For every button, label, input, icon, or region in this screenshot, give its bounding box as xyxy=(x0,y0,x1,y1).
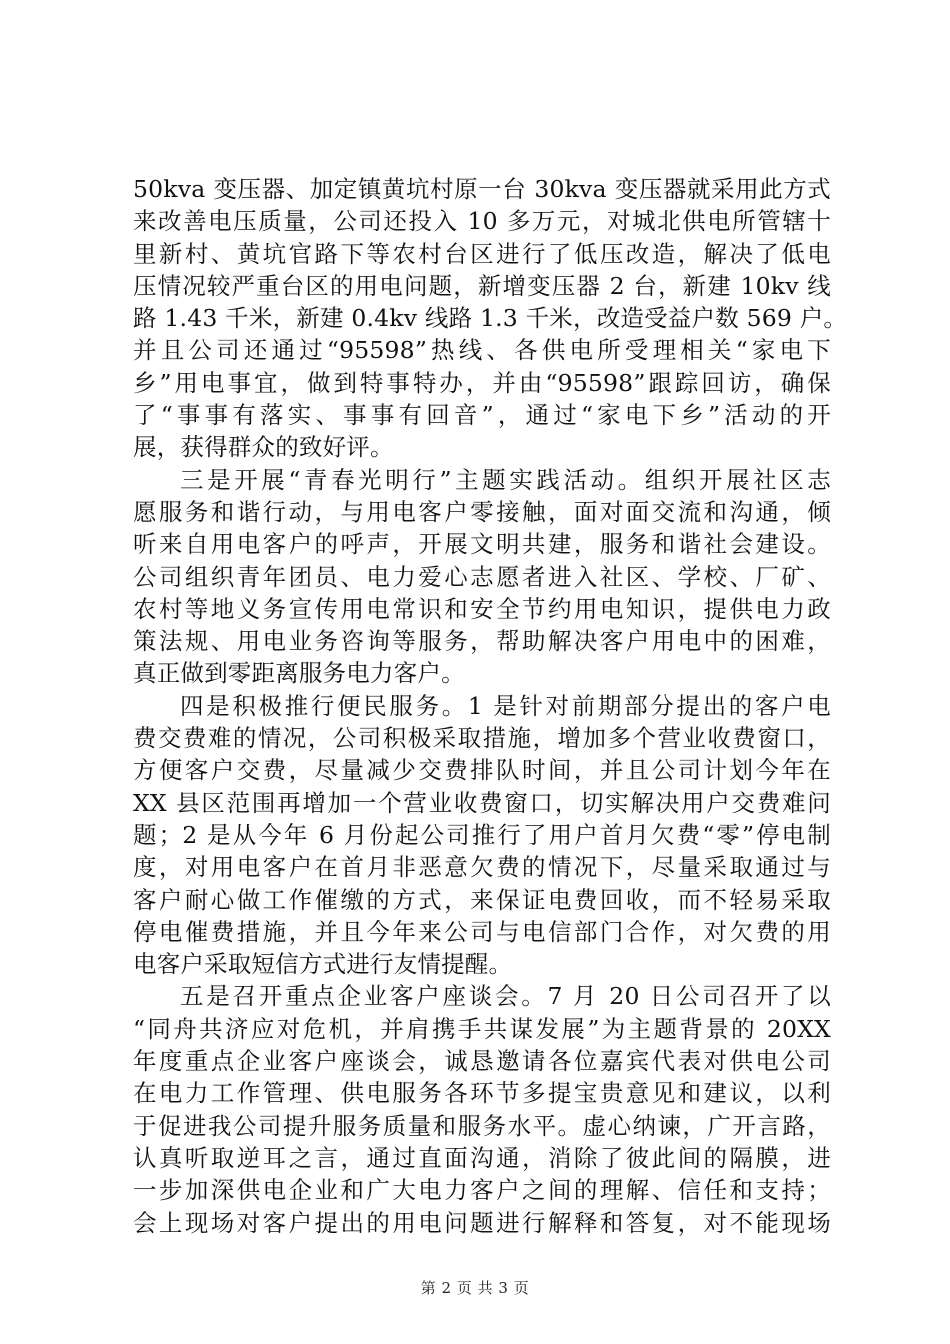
text-line: 了“事事有落实、事事有回音”，通过“家电下乡”活动的开 xyxy=(133,401,831,430)
text-line: 一步加深供电企业和广大电力客户之间的理解、信任和支持； xyxy=(133,1176,831,1205)
text-line: 于促进我公司提升服务质量和服务水平。虚心纳谏，广开言路， xyxy=(133,1111,831,1140)
text-line: XX 县区范围再增加一个营业收费窗口，切实解决用户交费难问 xyxy=(133,788,831,817)
text-line: 停电催费措施，并且今年来公司与电信部门合作，对欠费的用 xyxy=(133,917,831,946)
text-line: 年度重点企业客户座谈会，诚恳邀请各位嘉宾代表对供电公司 xyxy=(133,1047,831,1076)
page-number-footer: 第 2 页 共 3 页 xyxy=(420,1279,530,1297)
text-line: 路 1.43 千米，新建 0.4kv 线路 1.3 千米，改造受益户数 569 户。 xyxy=(133,304,848,333)
paragraph-start-line: 四是积极推行便民服务。1 是针对前期部分提出的客户电 xyxy=(180,691,831,720)
text-line: 里新村、黄坑官路下等农村台区进行了低压改造，解决了低电 xyxy=(133,239,831,268)
text-line: 方便客户交费，尽量减少交费排队时间，并且公司计划今年在 xyxy=(133,756,831,785)
text-line: “同舟共济应对危机，并肩携手共谋发展”为主题背景的 20XX xyxy=(133,1014,831,1043)
text-line: 农村等地义务宣传用电常识和安全节约用电知识，提供电力政 xyxy=(133,594,831,623)
text-line: 题；2 是从今年 6 月份起公司推行了用户首月欠费“零”停电制 xyxy=(133,820,831,849)
text-line: 真正做到零距离服务电力客户。 xyxy=(133,659,465,688)
text-line: 听来自用电客户的呼声，开展文明共建，服务和谐社会建设。 xyxy=(133,530,831,559)
text-line: 客户耐心做工作催缴的方式，来保证电费回收，而不轻易采取 xyxy=(133,885,831,914)
text-line: 会上现场对客户提出的用电问题进行解释和答复，对不能现场 xyxy=(133,1208,831,1237)
text-line: 50kva 变压器、加定镇黄坑村原一台 30kva 变压器就采用此方式 xyxy=(133,175,831,203)
text-line: 乡”用电事宜，做到特事特办，并由“95598”跟踪回访，确保 xyxy=(133,368,831,397)
text-line: 来改善电压质量，公司还投入 10 多万元，对城北供电所管辖十 xyxy=(133,207,831,236)
paragraph-start-line: 三是开展“青春光明行”主题实践活动。组织开展社区志 xyxy=(180,465,831,494)
text-line: 在电力工作管理、供电服务各环节多提宝贵意见和建议，以利 xyxy=(133,1079,831,1108)
text-line: 费交费难的情况，公司积极采取措施，增加多个营业收费窗口， xyxy=(133,724,831,753)
text-line: 愿服务和谐行动，与用电客户零接触，面对面交流和沟通，倾 xyxy=(133,497,831,526)
document-body xyxy=(133,173,848,1239)
text-line: 并且公司还通过“95598”热线、各供电所受理相关“家电下 xyxy=(133,336,831,365)
text-line: 压情况较严重台区的用电问题，新增变压器 2 台，新建 10kv 线 xyxy=(133,271,831,300)
paragraph-start-line: 五是召开重点企业客户座谈会。7 月 20 日公司召开了以 xyxy=(180,982,831,1011)
text-line: 策法规、用电业务咨询等服务，帮助解决客户用电中的困难， xyxy=(133,627,831,656)
text-line: 展，获得群众的致好评。 xyxy=(133,433,394,462)
text-line: 公司组织青年团员、电力爱心志愿者进入社区、学校、厂矿、 xyxy=(133,562,831,591)
text-line: 认真听取逆耳之言，通过直面沟通，消除了彼此间的隔膜，进 xyxy=(133,1143,831,1172)
text-line: 电客户采取短信方式进行友情提醒。 xyxy=(133,950,513,979)
text-line: 度，对用电客户在首月非恶意欠费的情况下，尽量采取通过与 xyxy=(133,853,831,882)
